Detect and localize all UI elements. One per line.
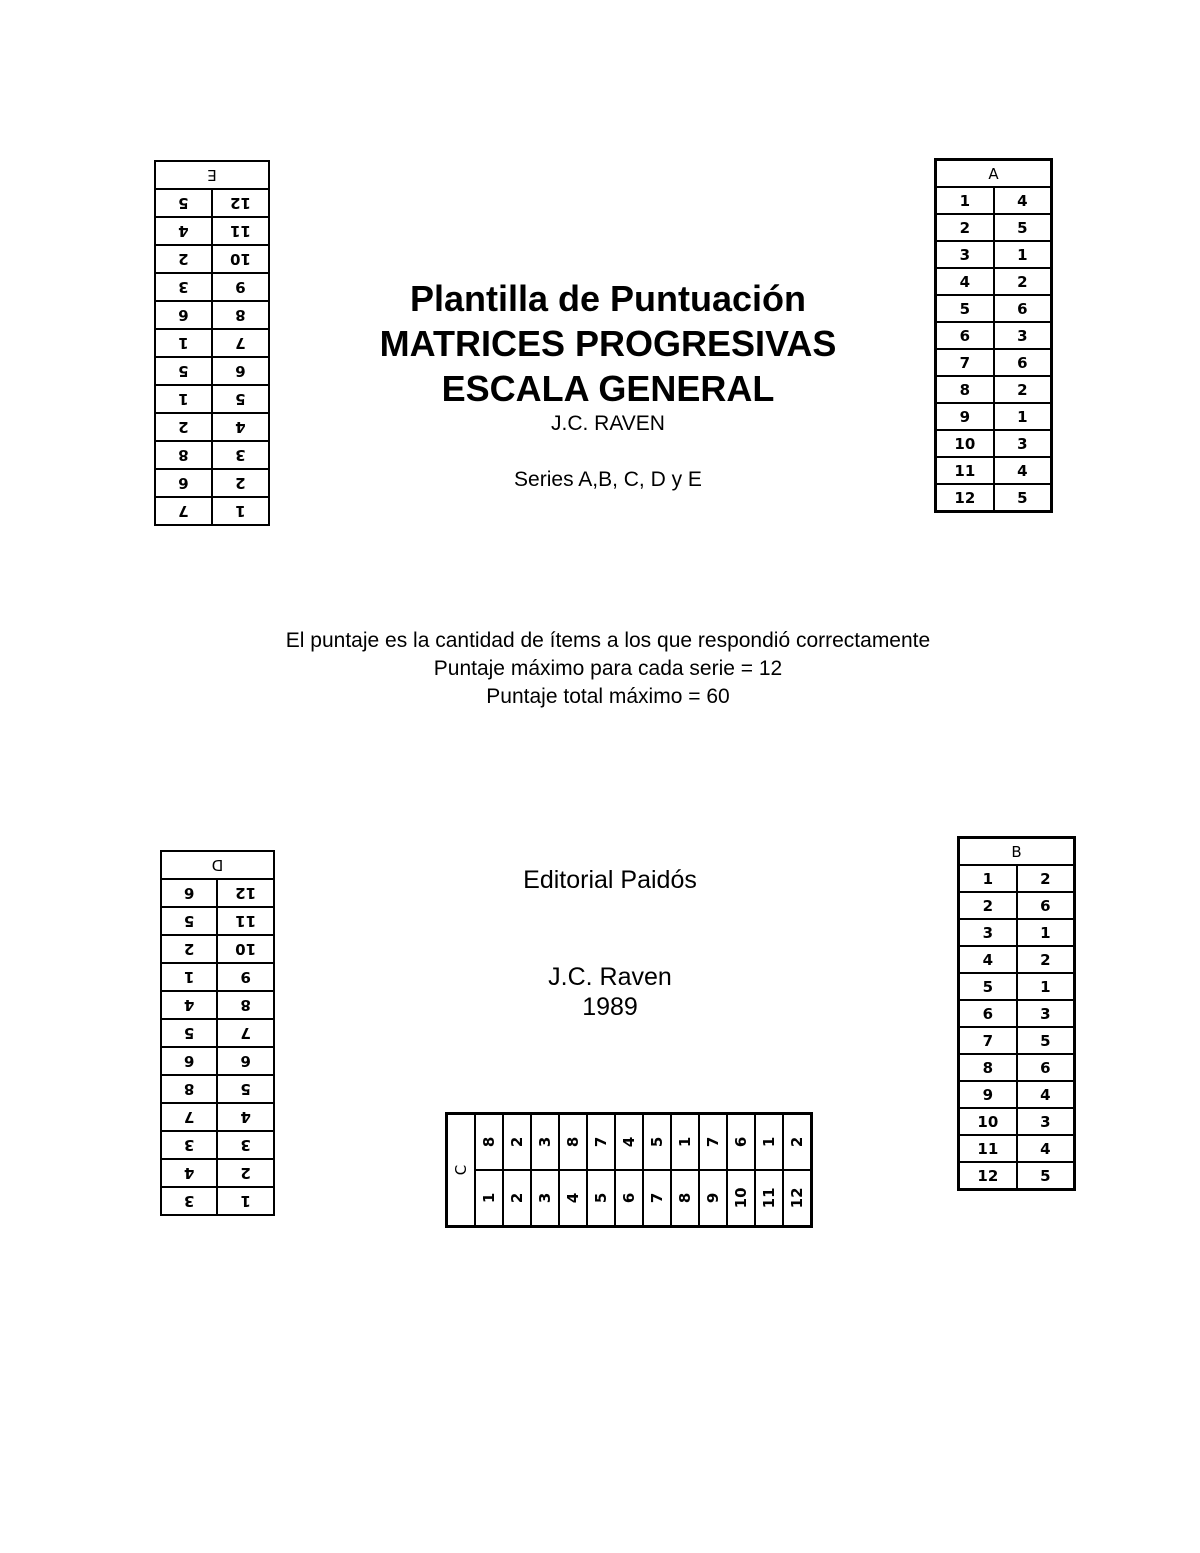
table-row	[161, 935, 274, 963]
item-answer: 6	[1017, 892, 1075, 919]
table-row	[155, 189, 269, 217]
table-row	[155, 329, 269, 357]
item-number: 9	[936, 403, 994, 430]
table-row	[155, 413, 269, 441]
table-row	[155, 245, 269, 273]
table-row	[959, 1108, 1075, 1135]
item-number: 3	[212, 441, 269, 469]
title-line-2: MATRICES PROGRESIVAS	[379, 323, 837, 364]
item-answer: 2	[161, 935, 217, 963]
item-answer: 3	[155, 273, 212, 301]
table-row	[936, 214, 1052, 241]
series-label: C	[447, 1114, 476, 1227]
table-row	[161, 963, 274, 991]
series-label: D	[161, 851, 274, 879]
item-number: 7	[959, 1027, 1017, 1054]
item-answer: 1	[161, 963, 217, 991]
item-number: 11	[217, 907, 274, 935]
item-number: 11	[212, 217, 269, 245]
item-answer: 5	[161, 907, 217, 935]
item-number: 9	[217, 963, 274, 991]
item-number: 11	[936, 457, 994, 484]
item-answer: 4	[1017, 1135, 1075, 1162]
table-row	[531, 1114, 559, 1227]
table-row	[503, 1114, 531, 1227]
item-number: 12	[212, 189, 269, 217]
item-answer: 4	[615, 1114, 643, 1170]
item-number: 9	[699, 1170, 727, 1227]
item-number: 10	[727, 1170, 755, 1227]
item-answer: 2	[155, 245, 212, 273]
item-answer: 2	[994, 268, 1052, 295]
item-number: 7	[212, 329, 269, 357]
series-label: A	[936, 160, 1052, 188]
table-row	[161, 1159, 274, 1187]
item-answer: 1	[155, 385, 212, 413]
table-row	[936, 187, 1052, 214]
item-answer: 1	[1017, 973, 1075, 1000]
table-row	[936, 349, 1052, 376]
table-row	[155, 497, 269, 525]
table-row	[155, 469, 269, 497]
item-answer: 1	[1017, 919, 1075, 946]
table-row	[936, 241, 1052, 268]
item-number: 7	[936, 349, 994, 376]
item-answer: 5	[994, 214, 1052, 241]
item-number: 6	[212, 357, 269, 385]
item-number: 10	[959, 1108, 1017, 1135]
item-number: 12	[217, 879, 274, 907]
item-answer: 3	[531, 1114, 559, 1170]
table-row	[936, 322, 1052, 349]
item-answer: 5	[155, 357, 212, 385]
table-row	[959, 973, 1075, 1000]
item-answer: 5	[155, 189, 212, 217]
item-answer: 2	[783, 1114, 812, 1170]
title-line-1: Plantilla de Puntuación	[409, 278, 807, 319]
item-answer: 7	[699, 1114, 727, 1170]
item-number: 2	[217, 1159, 274, 1187]
item-number: 3	[936, 241, 994, 268]
item-number: 10	[217, 935, 274, 963]
table-row	[161, 1019, 274, 1047]
item-number: 1	[936, 187, 994, 214]
item-number: 8	[959, 1054, 1017, 1081]
item-answer: 4	[994, 457, 1052, 484]
item-answer: 6	[727, 1114, 755, 1170]
item-answer: 5	[161, 1019, 217, 1047]
item-number: 12	[936, 484, 994, 512]
answer-key-d-wrapper	[160, 844, 275, 1216]
item-answer: 1	[155, 329, 212, 357]
item-number: 9	[959, 1081, 1017, 1108]
item-number: 10	[936, 430, 994, 457]
item-answer: 2	[994, 376, 1052, 403]
item-answer: 6	[1017, 1054, 1075, 1081]
item-number: 5	[217, 1075, 274, 1103]
table-row	[936, 430, 1052, 457]
table-row	[475, 1114, 503, 1227]
item-number: 5	[587, 1170, 615, 1227]
table-row	[161, 1075, 274, 1103]
table-row	[161, 991, 274, 1019]
item-number: 6	[936, 322, 994, 349]
score-info-line-3: Puntaje total máximo = 60	[486, 685, 730, 708]
item-answer: 4	[161, 1159, 217, 1187]
item-answer: 5	[1017, 1162, 1075, 1190]
item-number: 2	[959, 892, 1017, 919]
item-answer: 2	[155, 413, 212, 441]
credit	[460, 962, 760, 1022]
item-answer: 2	[503, 1114, 531, 1170]
item-answer: 2	[1017, 865, 1075, 892]
table-row	[936, 403, 1052, 430]
item-answer: 8	[559, 1114, 587, 1170]
item-number: 8	[936, 376, 994, 403]
item-answer: 3	[161, 1187, 217, 1215]
answer-key-c	[445, 1112, 813, 1228]
item-number: 7	[217, 1019, 274, 1047]
item-number: 1	[475, 1170, 503, 1227]
item-answer: 4	[994, 187, 1052, 214]
item-number: 5	[212, 385, 269, 413]
score-info	[200, 627, 1016, 711]
table-row	[959, 1162, 1075, 1190]
table-row	[161, 1187, 274, 1215]
table-row	[161, 1047, 274, 1075]
item-answer: 1	[994, 403, 1052, 430]
item-number: 6	[615, 1170, 643, 1227]
score-info-line-2: Puntaje máximo para cada serie = 12	[433, 657, 783, 680]
item-number: 2	[503, 1170, 531, 1227]
table-row	[959, 892, 1075, 919]
table-row	[755, 1114, 783, 1227]
table-row	[559, 1114, 587, 1227]
table-row	[959, 1027, 1075, 1054]
item-number: 5	[936, 295, 994, 322]
table-row	[155, 301, 269, 329]
item-number: 9	[212, 273, 269, 301]
item-number: 7	[643, 1170, 671, 1227]
item-number: 8	[217, 991, 274, 1019]
item-answer: 2	[1017, 946, 1075, 973]
score-info-line-1: El puntaje es la cantidad de ítems a los que respondió correctamente	[285, 629, 931, 652]
credit-year: 1989	[582, 993, 638, 1021]
table-row	[936, 268, 1052, 295]
item-number: 12	[783, 1170, 812, 1227]
table-row	[936, 457, 1052, 484]
item-answer: 8	[475, 1114, 503, 1170]
item-answer: 3	[994, 430, 1052, 457]
item-answer: 8	[161, 1075, 217, 1103]
table-row	[936, 295, 1052, 322]
item-answer: 7	[155, 497, 212, 525]
table-row	[959, 946, 1075, 973]
table-row	[959, 919, 1075, 946]
item-number: 4	[212, 413, 269, 441]
item-number: 3	[531, 1170, 559, 1227]
table-row	[699, 1114, 727, 1227]
credit-author: J.C. Raven	[548, 963, 672, 991]
table-row	[959, 1054, 1075, 1081]
table-row	[155, 385, 269, 413]
item-number: 8	[671, 1170, 699, 1227]
item-answer: 1	[994, 241, 1052, 268]
item-answer: 8	[155, 441, 212, 469]
item-answer: 4	[161, 991, 217, 1019]
item-answer: 6	[161, 1047, 217, 1075]
series-label: E	[155, 161, 269, 189]
table-row	[155, 217, 269, 245]
item-number: 4	[217, 1103, 274, 1131]
item-number: 1	[959, 865, 1017, 892]
item-number: 11	[755, 1170, 783, 1227]
item-answer: 3	[1017, 1000, 1075, 1027]
title-author: J.C. RAVEN	[551, 412, 665, 435]
item-number: 3	[217, 1131, 274, 1159]
item-number: 2	[936, 214, 994, 241]
table-row	[959, 1081, 1075, 1108]
table-row	[959, 865, 1075, 892]
item-answer: 7	[587, 1114, 615, 1170]
item-number: 11	[959, 1135, 1017, 1162]
answer-key-a	[934, 158, 1053, 513]
item-answer: 3	[994, 322, 1052, 349]
answer-key-e-wrapper	[154, 154, 270, 526]
table-row	[671, 1114, 699, 1227]
answer-key-c-wrapper	[445, 1112, 817, 1228]
table-row	[615, 1114, 643, 1227]
item-answer: 6	[155, 469, 212, 497]
item-number: 2	[212, 469, 269, 497]
item-number: 12	[959, 1162, 1017, 1190]
item-answer: 7	[161, 1103, 217, 1131]
table-row	[161, 879, 274, 907]
table-row	[155, 441, 269, 469]
answer-key-d	[160, 850, 275, 1216]
title-line-3: ESCALA GENERAL	[441, 368, 775, 409]
item-answer: 3	[161, 1131, 217, 1159]
item-number: 1	[217, 1187, 274, 1215]
table-row	[936, 484, 1052, 512]
table-row	[936, 376, 1052, 403]
table-row	[643, 1114, 671, 1227]
table-row	[155, 273, 269, 301]
table-row	[783, 1114, 812, 1227]
table-row	[161, 1131, 274, 1159]
table-row	[161, 1103, 274, 1131]
item-answer: 6	[161, 879, 217, 907]
item-number: 4	[959, 946, 1017, 973]
answer-key-b	[957, 836, 1076, 1191]
table-row	[959, 1000, 1075, 1027]
item-answer: 4	[1017, 1081, 1075, 1108]
title-block	[300, 276, 916, 493]
item-number: 4	[559, 1170, 587, 1227]
item-number: 5	[959, 973, 1017, 1000]
item-number: 1	[212, 497, 269, 525]
item-number: 10	[212, 245, 269, 273]
answer-key-e	[154, 160, 270, 526]
item-number: 3	[959, 919, 1017, 946]
item-answer: 1	[671, 1114, 699, 1170]
item-answer: 1	[755, 1114, 783, 1170]
table-row	[959, 1135, 1075, 1162]
table-row	[727, 1114, 755, 1227]
table-row	[161, 907, 274, 935]
publisher: Editorial Paidós	[523, 866, 697, 894]
item-answer: 5	[994, 484, 1052, 512]
item-answer: 3	[1017, 1108, 1075, 1135]
item-answer: 6	[994, 349, 1052, 376]
item-number: 6	[959, 1000, 1017, 1027]
title-series: Series A,B, C, D y E	[514, 468, 702, 491]
item-answer: 4	[155, 217, 212, 245]
item-answer: 6	[155, 301, 212, 329]
item-answer: 5	[643, 1114, 671, 1170]
item-number: 4	[936, 268, 994, 295]
item-number: 8	[212, 301, 269, 329]
table-row	[587, 1114, 615, 1227]
item-answer: 5	[1017, 1027, 1075, 1054]
series-label: B	[959, 838, 1075, 866]
table-row	[155, 357, 269, 385]
item-number: 6	[217, 1047, 274, 1075]
item-answer: 6	[994, 295, 1052, 322]
